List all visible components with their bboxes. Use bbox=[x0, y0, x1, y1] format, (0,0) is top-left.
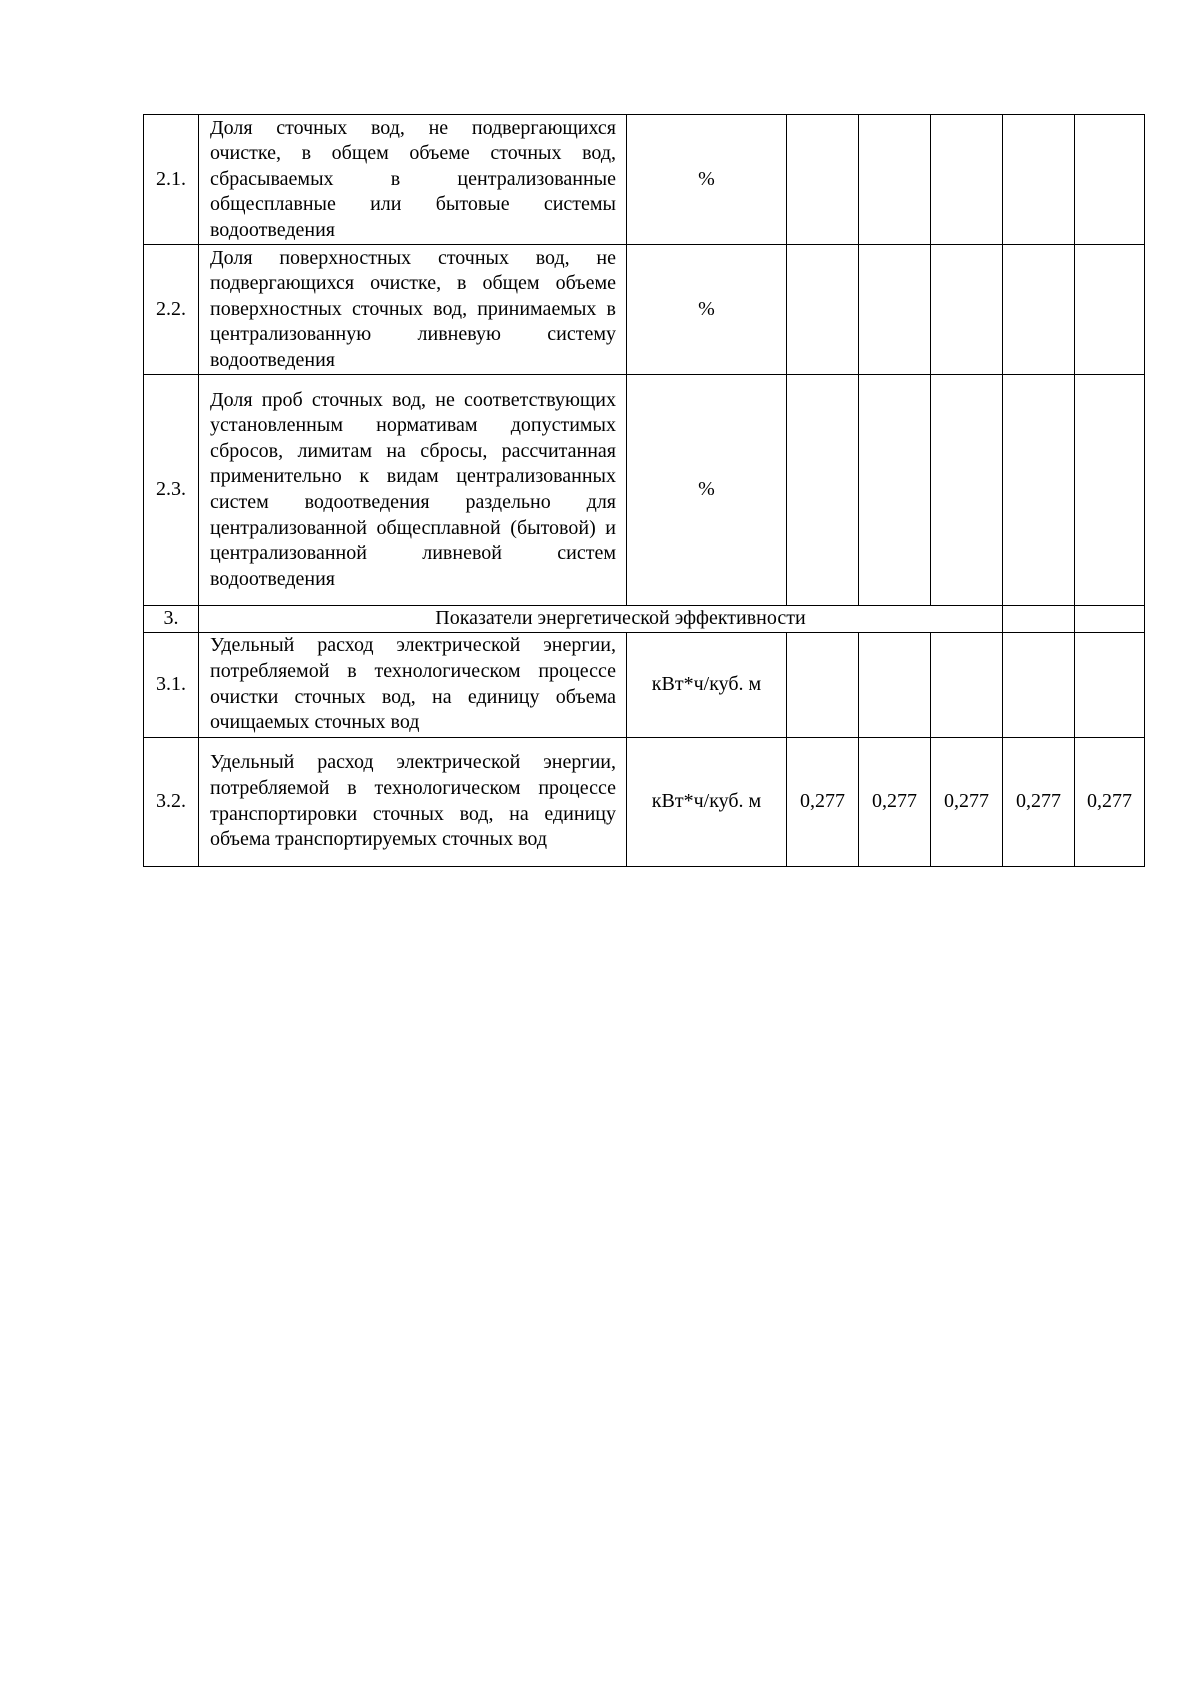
row-number: 2.2. bbox=[144, 245, 199, 375]
value-cell bbox=[787, 245, 859, 375]
table-row bbox=[144, 737, 1145, 866]
unit-cell: кВт*ч/куб. м bbox=[627, 632, 787, 737]
value-cell bbox=[931, 632, 1003, 737]
value-cell bbox=[787, 632, 859, 737]
value-cell: 0,277 bbox=[1075, 737, 1145, 866]
unit-cell: % bbox=[627, 245, 787, 375]
table-row bbox=[144, 245, 1145, 375]
value-cell bbox=[859, 375, 931, 606]
value-cell bbox=[1003, 606, 1075, 633]
value-cell bbox=[787, 375, 859, 606]
table-row bbox=[144, 115, 1145, 245]
value-cell bbox=[931, 115, 1003, 245]
section-title: Показатели энергетической эффективности bbox=[199, 606, 1003, 633]
value-cell bbox=[859, 632, 931, 737]
indicator-description: Удельный расход электрической энергии, потребляемой в технологическом процессе транспортировки сточных вод, на единицу объема транспортируемых сточных вод bbox=[199, 737, 627, 866]
row-number: 2.3. bbox=[144, 375, 199, 606]
value-cell bbox=[931, 245, 1003, 375]
unit-cell: % bbox=[627, 115, 787, 245]
row-number: 3.1. bbox=[144, 632, 199, 737]
table-row bbox=[144, 375, 1145, 606]
table-row bbox=[144, 632, 1145, 737]
value-cell bbox=[931, 375, 1003, 606]
unit-cell: кВт*ч/куб. м bbox=[627, 737, 787, 866]
indicators-table bbox=[143, 114, 1145, 867]
row-number: 3.2. bbox=[144, 737, 199, 866]
value-cell bbox=[1003, 115, 1075, 245]
value-cell: 0,277 bbox=[859, 737, 931, 866]
value-cell bbox=[1075, 606, 1145, 633]
row-number: 3. bbox=[144, 606, 199, 633]
indicator-description: Удельный расход электрической энергии, потребляемой в технологическом процессе очистки сточных вод, на единицу объема очищаемых сточных вод bbox=[199, 632, 627, 737]
value-cell: 0,277 bbox=[1003, 737, 1075, 866]
value-cell bbox=[1075, 245, 1145, 375]
unit-cell: % bbox=[627, 375, 787, 606]
value-cell bbox=[1003, 375, 1075, 606]
value-cell bbox=[1075, 632, 1145, 737]
value-cell bbox=[1075, 115, 1145, 245]
section-header-row bbox=[144, 606, 1145, 633]
value-cell bbox=[1075, 375, 1145, 606]
indicator-description: Доля проб сточных вод, не соответствующих установленным нормативам допустимых сбросов, лимитам на сбросы, рассчитанная применительно к видам централизованных систем водоотведения раздельно для централизованной общесплавной (бытовой) и централизованной ливневой систем водоотведения bbox=[199, 375, 627, 606]
value-cell: 0,277 bbox=[931, 737, 1003, 866]
value-cell bbox=[859, 115, 931, 245]
value-cell bbox=[859, 245, 931, 375]
indicator-description: Доля сточных вод, не подвергающихся очистке, в общем объеме сточных вод, сбрасываемых в централизованные общесплавные или бытовые системы водоотведения bbox=[199, 115, 627, 245]
indicator-description: Доля поверхностных сточных вод, не подвергающихся очистке, в общем объеме поверхностных сточных вод, принимаемых в централизованную ливневую систему водоотведения bbox=[199, 245, 627, 375]
value-cell bbox=[1003, 632, 1075, 737]
row-number: 2.1. bbox=[144, 115, 199, 245]
value-cell bbox=[1003, 245, 1075, 375]
value-cell bbox=[787, 115, 859, 245]
value-cell: 0,277 bbox=[787, 737, 859, 866]
